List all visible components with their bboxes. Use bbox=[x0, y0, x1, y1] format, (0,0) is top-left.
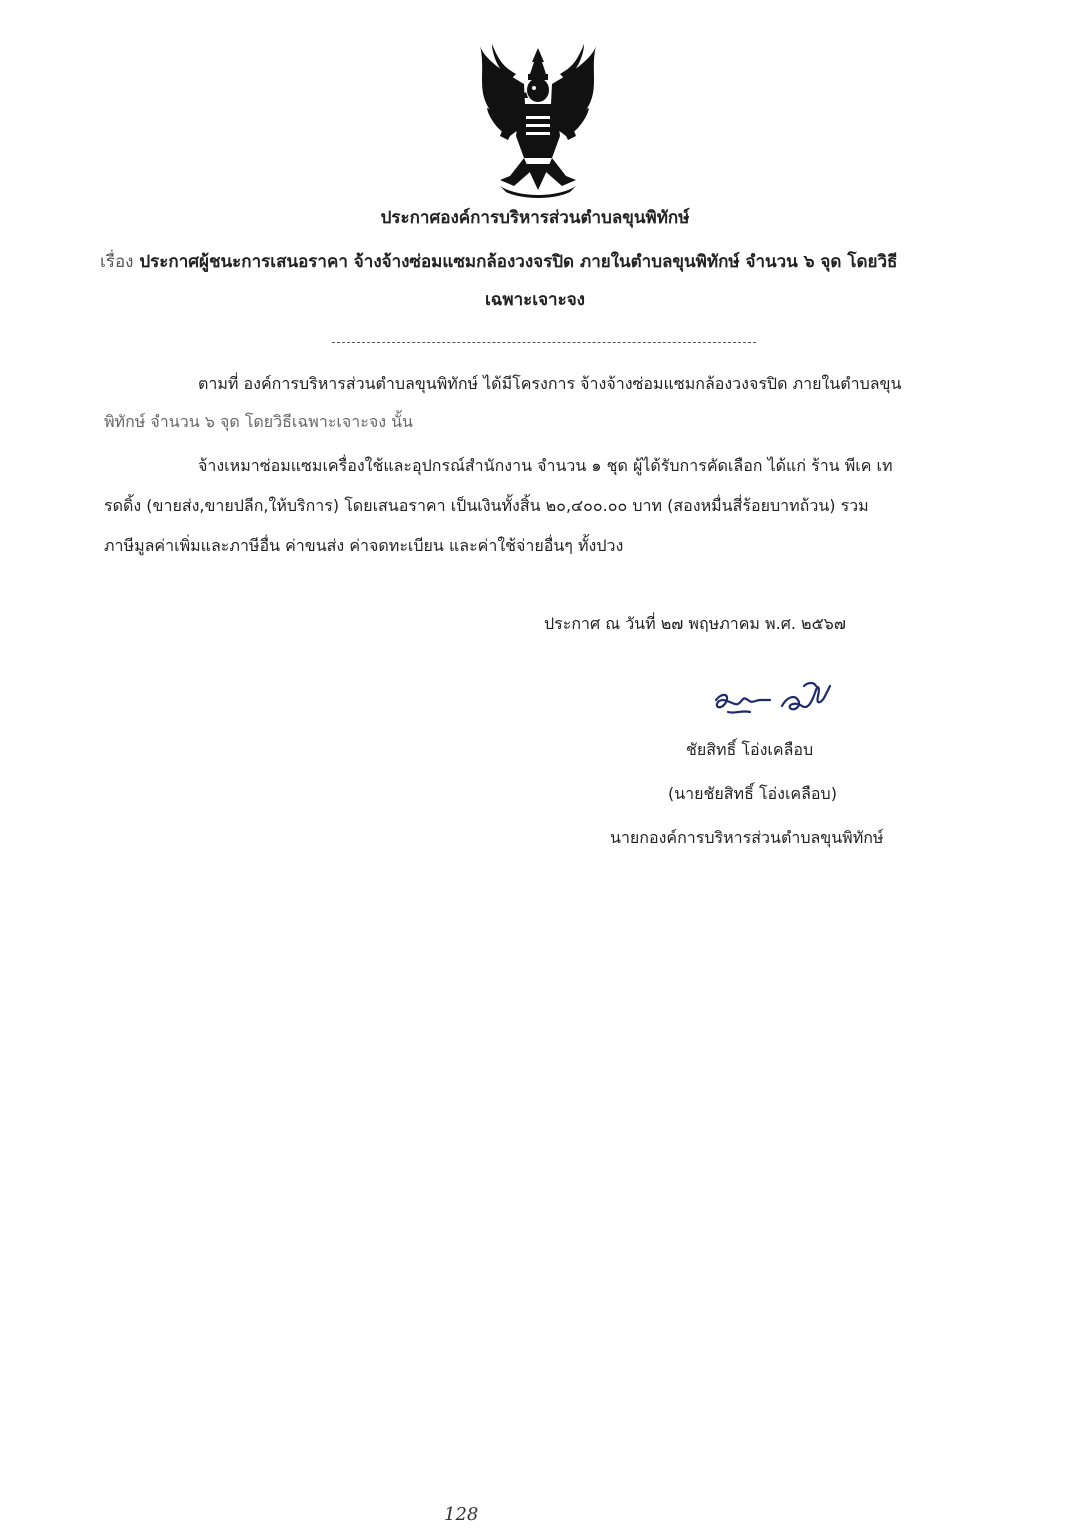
subject-text: ประกาศผู้ชนะการเสนอราคา จ้างจ้างซ่อมแซมกล้องวงจรปิด ภายในตำบลขุนพิทักษ์ จำนวน ๖ จุด โดยวิธี bbox=[139, 252, 898, 272]
paragraph-2-line-1: จ้างเหมาซ่อมแซมเครื่องใช้และอุปกรณ์สำนักงาน จำนวน ๑ ชุด ผู้ได้รับการคัดเลือก ได้แก่ ร้าน พีเค เท bbox=[198, 456, 893, 475]
signer-position: นายกองค์การบริหารส่วนตำบลขุนพิทักษ์ bbox=[610, 828, 884, 847]
signer-name: ชัยสิทธิ์ โอ่งเคลือบ bbox=[686, 740, 814, 759]
handwritten-signature-icon bbox=[708, 678, 838, 726]
subject-continuation: เฉพาะเจาะจง bbox=[485, 290, 585, 310]
page-number: 128 bbox=[444, 1504, 479, 1525]
subject-prefix: เรื่อง bbox=[100, 252, 134, 272]
announcement-title: ประกาศองค์การบริหารส่วนตำบลขุนพิทักษ์ bbox=[380, 208, 690, 228]
paragraph-1-line-2: พิทักษ์ จำนวน ๖ จุด โดยวิธีเฉพาะเจาะจง นั้น bbox=[104, 412, 413, 431]
signer-full-name: (นายชัยสิทธิ์ โอ่งเคลือบ) bbox=[668, 784, 837, 803]
paragraph-1-line-1: ตามที่ องค์การบริหารส่วนตำบลขุนพิทักษ์ ได้มีโครงการ จ้างจ้างซ่อมแซมกล้องวงจรปิด ภายในตำบลขุน bbox=[198, 374, 902, 393]
subject-line bbox=[100, 248, 980, 275]
garuda-emblem-icon bbox=[470, 40, 606, 200]
paragraph-2-line-2: รดดิ้ง (ขายส่ง,ขายปลีก,ให้บริการ) โดยเสนอราคา เป็นเงินทั้งสิ้น ๒๐,๔๐๐.๐๐ บาท (สองหมื่นสี่ร้อยบาทถ้วน) รวม bbox=[104, 496, 869, 515]
title-divider bbox=[332, 342, 756, 343]
announcement-date: ประกาศ ณ วันที่ ๒๗ พฤษภาคม พ.ศ. ๒๕๖๗ bbox=[544, 614, 846, 633]
paragraph-2-line-3: ภาษีมูลค่าเพิ่มและภาษีอื่น ค่าขนส่ง ค่าจดทะเบียน และค่าใช้จ่ายอื่นๆ ทั้งปวง bbox=[104, 536, 624, 555]
